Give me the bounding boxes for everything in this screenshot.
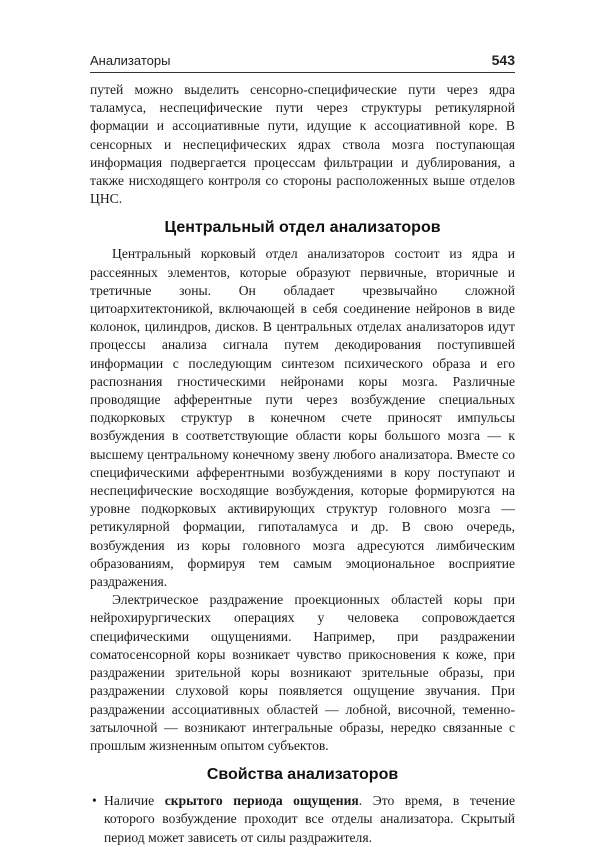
section-title: Анализаторы: [90, 53, 171, 68]
paragraph-continued: путей можно выделить сенсорно-специфические пути через ядра таламуса, неспецифические пути через структуры ретикулярной формации и ассоциативные пути, идущие к ассоциативной коре. В сенсорных и неспецифических ядрах ствола мозга поступающая информация подвергается процессам фильтрации и дублирования, а также нисходящего контроля со стороны расположенных выше отделов ЦНС.: [90, 82, 515, 207]
list-item: [90, 792, 515, 847]
heading-properties-section: Свойства анализаторов: [206, 766, 399, 784]
paragraph-central-2: Электрическое раздражение проекционных областей коры при нейрохирургических операциях у человека сопровождается специфическими ощущениями. Например, при раздражении соматосенсорной коры возникает чувство прикосновения к коже, при раздражении зрительной коры возникают зрительные образы, при раздражении слуховой коры появляется ощущение звучания. При раздражении ассоциативных областей — лобной, височной, теменно-затылочной — возникают интегральные образы, нередко связанные с прошлым жизненным опытом субъектов.: [90, 592, 515, 753]
paragraph-central-1: Центральный корковый отдел анализаторов состоит из ядра и рассеянных элементов, которые образуют первичные, вторичные и третичные зоны. Он обладает чрезвычайно сложной цитоархитектоникой, включающей в себя соединение нейронов в виде колонок, цилиндров, дисков. В центральных отделах анализаторов идут процессы анализа сигнала путем декодирования поступившей информации с последующим синтезом психического образа и его распознания гностическими нейронами коры мозга. Различные проводящие афферентные пути через возбуждение специальных подкорковых структур в конечном счете приносят импульсы возбуждения в соответствующие области коры большого мозга — к высшему центральному конечному звену любого анализатора. Вместе со специфическими афферентными возбуждениями в кору поступают и неспецифические восходящие возбуждения, которые формируются на уровне подкорковых активирующих структур головного мозга — ретикулярной формации, гипоталамуса и др. В свою очередь, возбуждения из коры головного мозга адресуются лимбическим образованиям, формируя тем самым эмоциональное восприятие раздражения.: [90, 246, 515, 590]
heading-central-section: Центральный отдел анализаторов: [164, 219, 441, 237]
page-number: 543: [491, 52, 515, 68]
list-item-term: скрытого периода ощущения: [164, 793, 359, 809]
properties-list: [90, 792, 515, 847]
list-item-prefix: Наличие: [104, 793, 165, 809]
bullet-icon: •: [92, 793, 97, 809]
list-item-rest: . Это время, в течение которого возбуждение проходит все отделы анализатора. Скрытый период может зависеть от силы раздражителя.: [104, 793, 516, 845]
running-head: [90, 52, 515, 73]
book-page: [90, 52, 515, 847]
